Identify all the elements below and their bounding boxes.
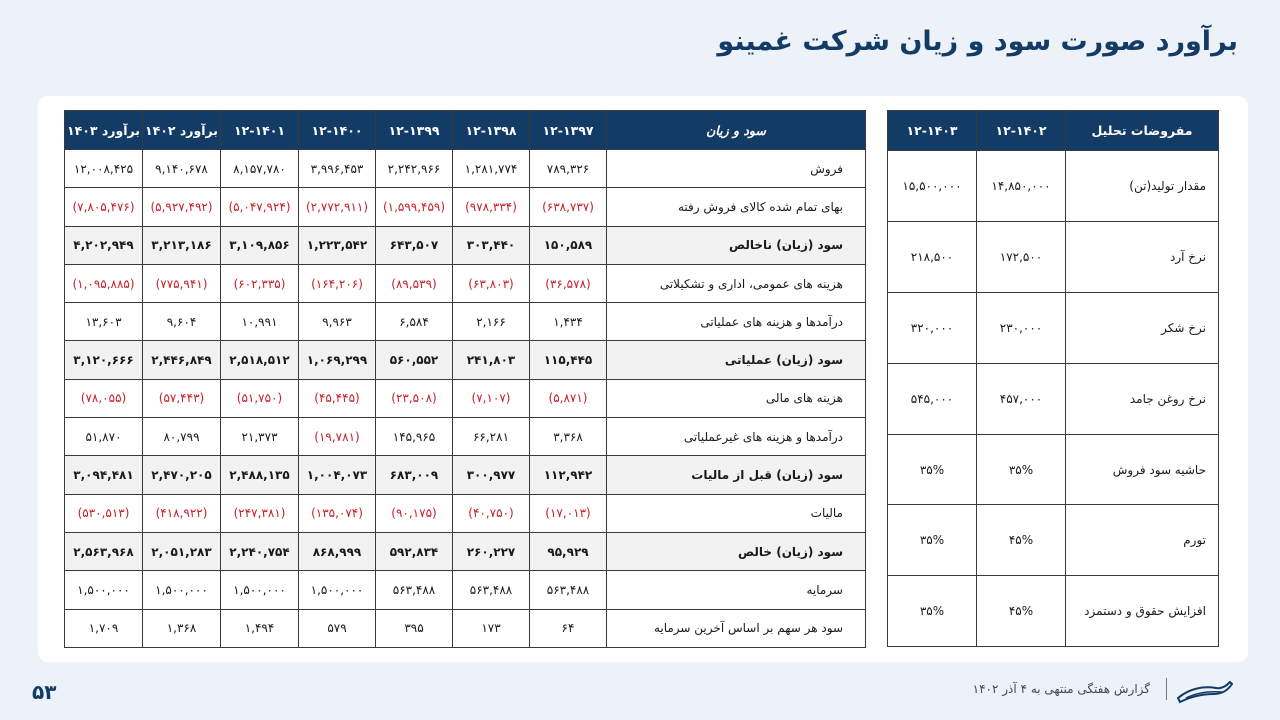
table-cell: (۱۳۵,۰۷۴) <box>299 494 376 532</box>
column-header: مفروضات تحلیل <box>1066 111 1219 151</box>
table-row <box>888 151 1219 222</box>
table-cell: ۵۶۳,۴۸۸ <box>453 571 530 609</box>
table-cell: ۲,۲۴۲,۹۶۶ <box>376 150 453 188</box>
table-cell: ۳,۱۰۹,۸۵۶ <box>221 226 299 264</box>
table-row <box>65 264 866 302</box>
table-cell: ۹,۹۶۳ <box>299 303 376 341</box>
table-cell: (۳۶,۵۷۸) <box>530 264 607 302</box>
table-cell: ۳۹۵ <box>376 609 453 647</box>
table-cell: (۱,۵۹۹,۴۵۹) <box>376 188 453 226</box>
table-cell: ۱,۰۰۴,۰۷۳ <box>299 456 376 494</box>
table-cell: ۳,۳۶۸ <box>530 418 607 456</box>
table-cell: ۷۸۹,۳۲۶ <box>530 150 607 188</box>
report-caption: گزارش هفتگی منتهی به ۴ آذر ۱۴۰۲ <box>972 682 1150 696</box>
table-cell: (۶۳,۸۰۳) <box>453 264 530 302</box>
table-cell: ۳,۹۹۶,۴۵۳ <box>299 150 376 188</box>
table-cell: ۱,۴۳۴ <box>530 303 607 341</box>
table-row <box>65 226 866 264</box>
page-number: ۵۳ <box>32 680 57 704</box>
row-label: سود (زیان) خالص <box>607 532 866 570</box>
table-cell: ۳,۲۱۳,۱۸۶ <box>143 226 221 264</box>
table-cell: ۹,۶۰۴ <box>143 303 221 341</box>
table-cell: ۱۱۵,۴۴۵ <box>530 341 607 379</box>
table-cell: ۵۴۵,۰۰۰ <box>888 363 977 434</box>
row-label: نرخ شکر <box>1066 292 1219 363</box>
table-header-row <box>65 111 866 150</box>
table-cell: ۵۷۹ <box>299 609 376 647</box>
table-cell: (۹۰,۱۷۵) <box>376 494 453 532</box>
column-header: ۱۲-۱۴۰۳ <box>888 111 977 151</box>
table-cell: ۶۴۳,۵۰۷ <box>376 226 453 264</box>
table-cell: (۷,۱۰۷) <box>453 379 530 417</box>
assumptions-table <box>887 110 1219 647</box>
column-header: برآورد ۱۴۰۲ <box>143 111 221 150</box>
row-label: سود (زیان) ناخالص <box>607 226 866 264</box>
table-cell: ۲,۵۶۳,۹۶۸ <box>65 532 143 570</box>
table-cell: ۶,۵۸۴ <box>376 303 453 341</box>
row-label: سود (زیان) قبل از مالیات <box>607 456 866 494</box>
table-cell: ۱,۵۰۰,۰۰۰ <box>143 571 221 609</box>
table-cell: (۵,۸۷۱) <box>530 379 607 417</box>
table-cell: (۶۰۲,۳۳۵) <box>221 264 299 302</box>
table-row <box>888 221 1219 292</box>
row-label: هزینه های مالی <box>607 379 866 417</box>
table-cell: ۲۱۸,۵۰۰ <box>888 221 977 292</box>
row-label: سرمایه <box>607 571 866 609</box>
row-label: نرخ آرد <box>1066 221 1219 292</box>
column-header: ۱۲-۱۴۰۱ <box>221 111 299 150</box>
table-cell: ۱,۵۰۰,۰۰۰ <box>299 571 376 609</box>
row-label: فروش <box>607 150 866 188</box>
table-cell: (۱۷,۰۱۳) <box>530 494 607 532</box>
table-cell: ۹,۱۴۰,۶۷۸ <box>143 150 221 188</box>
table-cell: ۳,۱۲۰,۶۶۶ <box>65 341 143 379</box>
table-cell: ۶۶,۲۸۱ <box>453 418 530 456</box>
table-row <box>65 303 866 341</box>
table-cell: ۴,۲۰۲,۹۴۹ <box>65 226 143 264</box>
table-cell: (۵,۹۲۷,۴۹۲) <box>143 188 221 226</box>
table-cell: ۲,۴۷۰,۲۰۵ <box>143 456 221 494</box>
table-cell: (۱۶۴,۲۰۶) <box>299 264 376 302</box>
table-cell: ۲۳۰,۰۰۰ <box>977 292 1066 363</box>
table-cell: ۱۵۰,۵۸۹ <box>530 226 607 264</box>
company-logo-icon <box>1176 676 1234 704</box>
table-cell: ۱,۵۰۰,۰۰۰ <box>65 571 143 609</box>
table-cell: ۲,۱۶۶ <box>453 303 530 341</box>
table-cell: (۵۱,۷۵۰) <box>221 379 299 417</box>
table-cell: (۴۰,۷۵۰) <box>453 494 530 532</box>
table-cell: ۱۱۲,۹۴۲ <box>530 456 607 494</box>
table-cell: ۵۶۳,۴۸۸ <box>376 571 453 609</box>
table-row <box>888 292 1219 363</box>
table-cell: ۵۶۳,۴۸۸ <box>530 571 607 609</box>
table-cell: (۵,۰۴۷,۹۲۴) <box>221 188 299 226</box>
table-row <box>888 505 1219 576</box>
table-cell: ۶۴ <box>530 609 607 647</box>
table-cell: ۲,۰۵۱,۲۸۳ <box>143 532 221 570</box>
table-cell: (۱۹,۷۸۱) <box>299 418 376 456</box>
table-cell: ۵۹۲,۸۳۴ <box>376 532 453 570</box>
table-cell: ۲,۲۴۰,۷۵۴ <box>221 532 299 570</box>
profit-loss-table <box>64 110 866 648</box>
table-cell: ۲,۴۴۶,۸۴۹ <box>143 341 221 379</box>
table-row <box>888 576 1219 647</box>
column-header: ۱۲-۱۳۹۹ <box>376 111 453 150</box>
column-header: ۱۲-۱۳۹۸ <box>453 111 530 150</box>
table-cell: ۳۰۳,۴۴۰ <box>453 226 530 264</box>
table-cell: ۵۱,۸۷۰ <box>65 418 143 456</box>
table-cell: ۶۸۳,۰۰۹ <box>376 456 453 494</box>
table-cell: ۱۲,۰۰۸,۴۲۵ <box>65 150 143 188</box>
footer-divider <box>1166 678 1167 700</box>
table-cell: ۱۵,۵۰۰,۰۰۰ <box>888 151 977 222</box>
column-header: ۱۲-۱۳۹۷ <box>530 111 607 150</box>
table-cell: ۵۶۰,۵۵۲ <box>376 341 453 379</box>
table-cell: ۱۰,۹۹۱ <box>221 303 299 341</box>
table-cell: (۴۱۸,۹۲۲) <box>143 494 221 532</box>
table-cell: ۴۵۷,۰۰۰ <box>977 363 1066 434</box>
row-label: سود هر سهم بر اساس آخرین سرمایه <box>607 609 866 647</box>
table-cell: ۳۵% <box>888 434 977 505</box>
table-cell: (۲۴۷,۳۸۱) <box>221 494 299 532</box>
row-label: سود (زیان) عملیاتی <box>607 341 866 379</box>
table-cell: ۳۵% <box>888 505 977 576</box>
table-cell: ۲۶۰,۲۲۷ <box>453 532 530 570</box>
table-cell: ۲۴۱,۸۰۳ <box>453 341 530 379</box>
table-row <box>65 341 866 379</box>
row-label: درآمدها و هزینه های عملیاتی <box>607 303 866 341</box>
table-row <box>65 379 866 417</box>
table-cell: ۹۵,۹۲۹ <box>530 532 607 570</box>
table-cell: ۲,۴۸۸,۱۳۵ <box>221 456 299 494</box>
table-row <box>65 456 866 494</box>
table-cell: (۴۵,۴۴۵) <box>299 379 376 417</box>
table-row <box>888 363 1219 434</box>
table-row <box>888 434 1219 505</box>
table-cell: (۷,۸۰۵,۴۷۶) <box>65 188 143 226</box>
row-label: افزایش حقوق و دستمزد <box>1066 576 1219 647</box>
table-cell: ۸۶۸,۹۹۹ <box>299 532 376 570</box>
table-cell: ۱۳,۶۰۳ <box>65 303 143 341</box>
table-cell: ۳۰۰,۹۷۷ <box>453 456 530 494</box>
table-row <box>65 532 866 570</box>
row-label: مالیات <box>607 494 866 532</box>
table-cell: ۱,۳۶۸ <box>143 609 221 647</box>
row-label: حاشیه سود فروش <box>1066 434 1219 505</box>
table-cell: (۷۷۵,۹۴۱) <box>143 264 221 302</box>
table-cell: (۲۳,۵۰۸) <box>376 379 453 417</box>
table-cell: ۱۷۲,۵۰۰ <box>977 221 1066 292</box>
table-cell: (۵۷,۴۴۳) <box>143 379 221 417</box>
table-row <box>65 609 866 647</box>
table-cell: (۹۷۸,۳۳۴) <box>453 188 530 226</box>
table-cell: ۱,۲۲۳,۵۴۲ <box>299 226 376 264</box>
row-label: مقدار تولید(تن) <box>1066 151 1219 222</box>
table-row <box>65 571 866 609</box>
table-cell: ۸,۱۵۷,۷۸۰ <box>221 150 299 188</box>
column-header: برآورد ۱۴۰۳ <box>65 111 143 150</box>
column-header: ۱۲-۱۴۰۲ <box>977 111 1066 151</box>
table-cell: ۲,۵۱۸,۵۱۲ <box>221 341 299 379</box>
table-cell: ۳۵% <box>888 576 977 647</box>
table-cell: ۱,۰۶۹,۲۹۹ <box>299 341 376 379</box>
column-header: سود و زیان <box>607 111 866 150</box>
table-header-row <box>888 111 1219 151</box>
table-cell: ۳,۰۹۴,۴۸۱ <box>65 456 143 494</box>
page-title: برآورد صورت سود و زیان شرکت غمینو <box>717 26 1238 57</box>
table-row <box>65 188 866 226</box>
table-cell: (۸۹,۵۳۹) <box>376 264 453 302</box>
row-label: هزینه های عمومی، اداری و تشکیلاتی <box>607 264 866 302</box>
row-label: نرخ روغن جامد <box>1066 363 1219 434</box>
table-row <box>65 418 866 456</box>
table-cell: ۱۴۵,۹۶۵ <box>376 418 453 456</box>
table-cell: ۱,۷۰۹ <box>65 609 143 647</box>
table-cell: ۲۱,۳۷۳ <box>221 418 299 456</box>
row-label: تورم <box>1066 505 1219 576</box>
row-label: بهای تمام شده کالای فروش رفته <box>607 188 866 226</box>
table-cell: ۱,۲۸۱,۷۷۴ <box>453 150 530 188</box>
table-cell: ۱۷۳ <box>453 609 530 647</box>
table-cell: ۴۵% <box>977 505 1066 576</box>
table-cell: ۱,۴۹۴ <box>221 609 299 647</box>
table-cell: (۶۳۸,۷۳۷) <box>530 188 607 226</box>
table-cell: ۳۲۰,۰۰۰ <box>888 292 977 363</box>
table-cell: ۳۵% <box>977 434 1066 505</box>
table-row <box>65 150 866 188</box>
table-cell: (۷۸,۰۵۵) <box>65 379 143 417</box>
table-cell: (۱,۰۹۵,۸۸۵) <box>65 264 143 302</box>
table-cell: ۴۵% <box>977 576 1066 647</box>
table-cell: ۱,۵۰۰,۰۰۰ <box>221 571 299 609</box>
table-cell: (۵۳۰,۵۱۳) <box>65 494 143 532</box>
table-cell: (۲,۷۷۲,۹۱۱) <box>299 188 376 226</box>
table-row <box>65 494 866 532</box>
table-cell: ۸۰,۷۹۹ <box>143 418 221 456</box>
column-header: ۱۲-۱۴۰۰ <box>299 111 376 150</box>
table-cell: ۱۴,۸۵۰,۰۰۰ <box>977 151 1066 222</box>
row-label: درآمدها و هزینه های غیرعملیاتی <box>607 418 866 456</box>
